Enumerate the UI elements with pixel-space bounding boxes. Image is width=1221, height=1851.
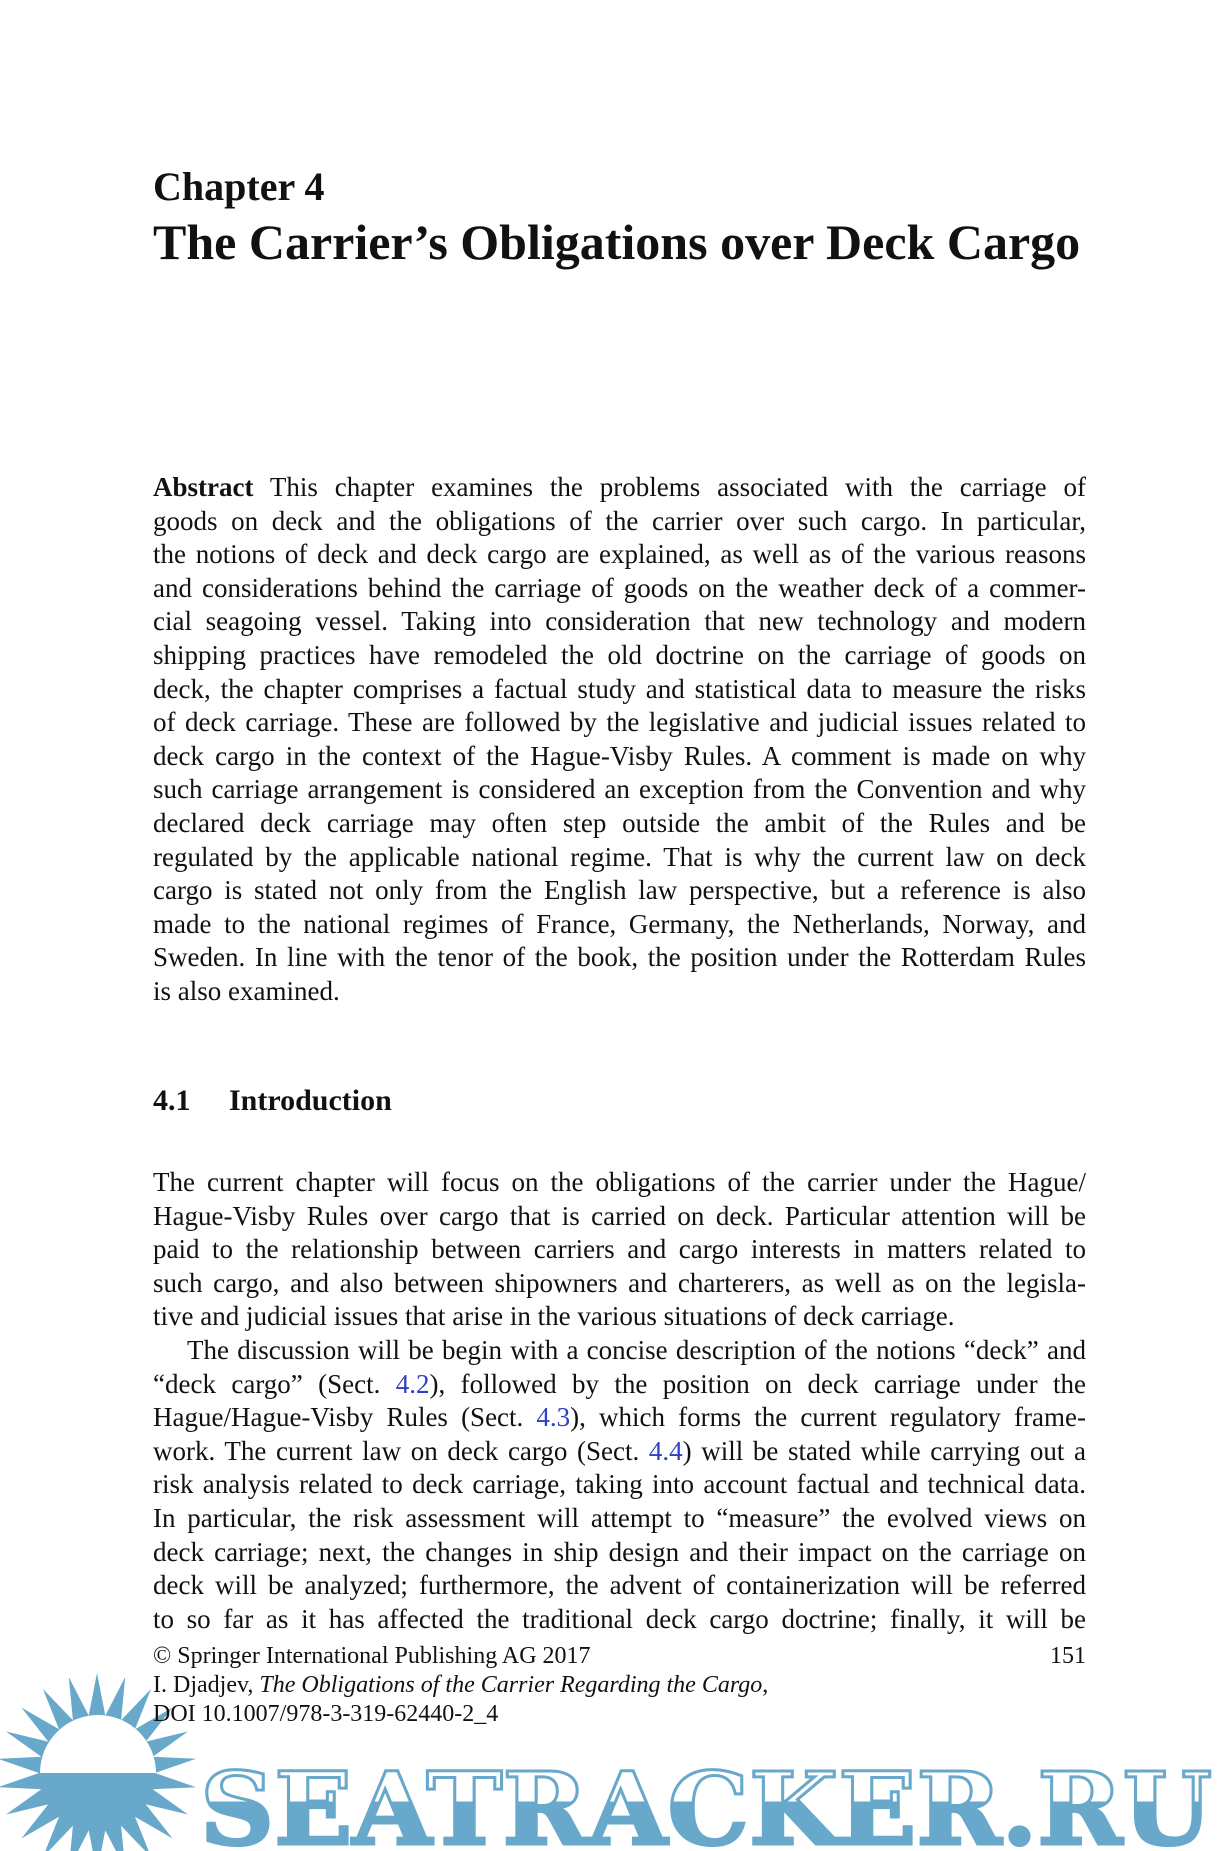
- text-line: and considerations behind the carriage of goods on the weather deck of a commer-: [153, 572, 1086, 603]
- section-link[interactable]: 4.4: [648, 1435, 683, 1466]
- text-line: to so far as it has affected the traditional deck cargo doctrine; finally, it will be: [153, 1603, 1086, 1634]
- text-line: deck cargo in the context of the Hague-Visby Rules. A comment is made on why: [153, 740, 1086, 771]
- text-segment: ) will be stated while carrying out a: [682, 1435, 1086, 1466]
- doi-line[interactable]: DOI 10.1007/978-3-319-62440-2_4: [153, 1701, 499, 1727]
- chapter-title: The Carrier’s Obligations over Deck Cargo: [153, 214, 1081, 270]
- text-line: deck carriage; next, the changes in ship design and their impact on the carriage on: [153, 1536, 1086, 1567]
- book-title-suffix: ,: [762, 1672, 769, 1698]
- text-line: [153, 1368, 1086, 1402]
- text-line: Sweden. In line with the tenor of the book, the position under the Rotterdam Rules: [153, 942, 1086, 973]
- text-line: the notions of deck and deck cargo are explained, as well as of the various reasons: [153, 539, 1086, 570]
- text-segment: ), which forms the current regulatory frame-: [570, 1402, 1086, 1433]
- section-title: Introduction: [229, 1084, 392, 1117]
- book-title: The Obligations of the Carrier Regarding the Cargo: [259, 1672, 763, 1698]
- text-line: In particular, the risk assessment will attempt to “measure” the evolved views on: [153, 1502, 1086, 1533]
- text-line: deck, the chapter comprises a factual study and statistical data to measure the risks: [153, 673, 1086, 704]
- abstract-label: Abstract: [153, 472, 254, 502]
- text-line: The current chapter will focus on the obligations of the carrier under the Hague/: [153, 1167, 1086, 1197]
- text-line: such carriage arrangement is considered an exception from the Convention and why: [153, 774, 1086, 805]
- text-segment: Hague/Hague-Visby Rules (Sect.: [153, 1402, 537, 1433]
- page-footer: [153, 1642, 1086, 1729]
- text-line: paid to the relationship between carriers and cargo interests in matters related to: [153, 1234, 1086, 1265]
- copyright-line: © Springer International Publishing AG 2017: [153, 1643, 591, 1669]
- section-link[interactable]: 4.3: [536, 1402, 571, 1433]
- text-line: such cargo, and also between shipowners and charterers, as well as on the legisla-: [153, 1267, 1086, 1298]
- text-segment: “deck cargo” (Sect.: [153, 1368, 396, 1399]
- copyright-row: [153, 1642, 1086, 1671]
- chapter-label: Chapter 4: [153, 164, 325, 209]
- text-line: The discussion will be begin with a concise description of the notions “deck” and: [187, 1334, 1086, 1365]
- page-number: 151: [1050, 1643, 1086, 1669]
- text-line: regulated by the applicable national regime. That is why the current law on deck: [153, 841, 1086, 872]
- text-line: deck will be analyzed; furthermore, the advent of containerization will be referred: [153, 1570, 1086, 1601]
- text-line: is also examined.: [153, 975, 340, 1006]
- text-line: cargo is stated not only from the English law perspective, but a reference is also: [153, 875, 1086, 906]
- text-line: Hague-Visby Rules over cargo that is carried on deck. Particular attention will be: [153, 1200, 1086, 1231]
- text-segment: work. The current law on deck cargo (Sect.: [153, 1435, 649, 1466]
- text-segment: This chapter examines the problems associated with the carriage of: [253, 472, 1086, 502]
- text-line: made to the national regimes of France, Germany, the Netherlands, Norway, and: [153, 908, 1086, 939]
- watermark-text: SEATRACKER.RU: [200, 1750, 1212, 1851]
- text-segment: ), followed by the position on deck carriage under the: [429, 1368, 1086, 1399]
- text-line: cial seagoing vessel. Taking into consideration that new technology and modern: [153, 606, 1086, 637]
- text-line: [153, 471, 1086, 505]
- text-line: shipping practices have remodeled the old doctrine on the carriage of goods on: [153, 639, 1086, 670]
- text-line: [153, 1435, 1086, 1469]
- text-line: [153, 1401, 1086, 1435]
- section-heading: [153, 1083, 392, 1119]
- text-line: tive and judicial issues that arise in the various situations of deck carriage.: [153, 1301, 955, 1332]
- introduction-body: [153, 1166, 1086, 1636]
- citation-line: [153, 1671, 1086, 1700]
- author: I. Djadjev,: [153, 1672, 260, 1698]
- section-link[interactable]: 4.2: [395, 1368, 430, 1399]
- abstract: [153, 471, 1086, 1009]
- text-line: risk analysis related to deck carriage, taking into account factual and technical data.: [153, 1469, 1086, 1500]
- text-line: declared deck carriage may often step outside the ambit of the Rules and be: [153, 807, 1086, 838]
- text-line: goods on deck and the obligations of the carrier over such cargo. In particular,: [153, 505, 1086, 536]
- text-line: of deck carriage. These are followed by the legislative and judicial issues related to: [153, 707, 1086, 738]
- section-number: 4.1: [153, 1084, 191, 1117]
